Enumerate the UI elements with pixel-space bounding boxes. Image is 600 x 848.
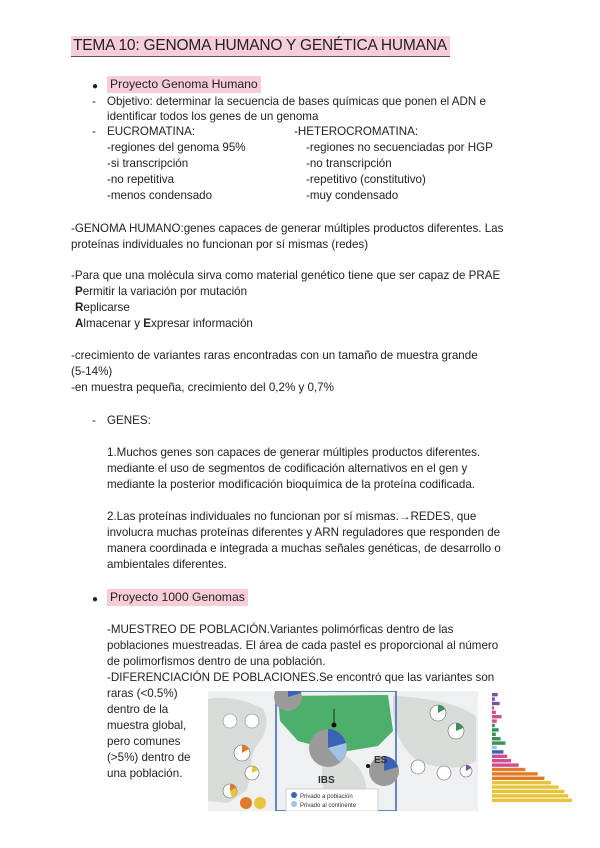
bar [492,719,497,722]
genes-p2-line: 2.Las proteínas individuales no funcionan por sí mismas.→REDES, que [107,510,477,523]
prae-p-line [75,284,247,301]
bar [492,715,502,718]
prae-a-rest: lmacenar y [83,317,144,330]
bar [492,711,496,714]
label-es: ES [374,755,388,766]
legend-text-1: Privado a población [300,794,353,800]
legend-swatch-lightblue [291,801,297,807]
bar [492,733,496,736]
prae-e-letter: E [143,317,152,330]
genes-p2-line: manera coordinada e integrada a muchas señales genéticas, de desarrollo o [107,542,501,555]
heterocromatina-title: -HETEROCROMATINA: [294,125,419,138]
bar [492,785,559,788]
prae-r-letter: R [75,301,84,314]
bar [492,706,494,709]
diferenciacion-wrap-line: pero comunes [107,735,181,748]
bar [492,781,551,784]
bar [492,777,544,780]
prae-p-letter: P [75,285,83,298]
genes-p1-line: mediante la posterior modificación bioquímica de la proteína codificada. [107,478,475,491]
prae-intro: -Para que una molécula sirva como material genético tiene que ser capaz de PRAE [71,269,501,282]
dash-icon: - [92,125,96,138]
bar [492,799,572,802]
muestreo-line: poblaciones muestreadas. El área de cada pastel es proporcional al número [107,639,499,652]
bullet-icon: ● [92,81,99,92]
objetivo-line-2: identificar todos los genes de un genoma [107,110,319,123]
diferenciacion-line-1: -DIFERENCIACIÓN DE POBLACIONES.Se encontró que las variantes son [107,671,495,684]
crecimiento-line-3: -en muestra pequeña, crecimiento del 0,2% y 0,7% [71,381,334,394]
bar [492,728,499,731]
genes-p1-line: mediante el uso de segmentos de codificación alternativos en el gen y [107,462,468,475]
hetero-item: -repetitivo (constitutivo) [306,173,426,186]
bar [492,737,501,740]
hetero-item: -muy condensado [306,189,399,202]
diferenciacion-wrap-line: muestra global, [107,719,187,732]
genes-p1-line: 1.Muchos genes son capaces de generar múltiples productos diferentes. [107,446,481,459]
hetero-item: -no transcripción [306,157,392,170]
genes-p2-line: ambientales diferentes. [107,558,227,571]
bar [492,750,503,753]
bar [492,763,519,766]
diferenciacion-wrap-line: (>5%) dentro de [107,751,191,764]
muestreo-line: -MUESTREO DE POBLACIÓN.Variantes polimórficas dentro de las [107,623,454,636]
bar [492,697,495,700]
population-map-svg [208,691,574,811]
eu-item: -no repetitiva [107,173,175,186]
genes-p2-line: involucra muchas proteínas diferentes y ARN reguladores que responden de [107,526,501,539]
bar [492,794,568,797]
population-figure [208,691,574,811]
eucromatina-title: EUCROMATINA: [107,125,196,138]
prae-r-rest: eplicarse [83,301,130,314]
bar [492,724,495,727]
prae-ae-line [75,316,253,333]
frequency-bar-chart [492,693,572,802]
page-title: TEMA 10: GENOMA HUMANO Y GENÉTICA HUMANA [71,36,450,57]
bar [492,790,564,793]
legend-swatch-blue [291,792,297,798]
prae-a-letter: A [75,317,84,330]
section-heading-1000-genomas: Proyecto 1000 Genomas [107,589,248,606]
bar [492,702,500,705]
diferenciacion-wrap-line: una población. [107,767,183,780]
bar [492,693,498,696]
hetero-item: -regiones no secuenciadas por HGP [306,141,493,154]
dash-icon: - [92,414,96,427]
dash-icon: - [92,95,96,108]
bar [492,746,497,749]
eu-item: -si transcripción [107,157,189,170]
section-heading-genoma-humano: Proyecto Genoma Humano [107,76,261,93]
diferenciacion-wrap-line: dentro de la [107,703,169,716]
bar [492,759,511,762]
diferenciacion-wrap-line: raras (<0.5%) [107,687,178,700]
crecimiento-line-2: (5-14%) [71,365,113,378]
genoma-humano-line-2: proteínas individuales no funcionan por sí mismas (redes) [71,238,369,251]
eu-item: -regiones del genoma 95% [107,141,246,154]
bar [492,741,505,744]
bar [492,768,525,771]
prae-p-rest: ermitir la variación por mutación [82,285,248,298]
genoma-humano-line-1: -GENOMA HUMANO:genes capaces de generar múltiples productos diferentes. Las [71,222,504,235]
objetivo-line-1: Objetivo: determinar la secuencia de bases químicas que ponen el ADN e [107,95,486,108]
legend-text-2: Privado al continente [300,803,357,809]
marker-dot [366,764,370,768]
bullet-icon: ● [92,594,99,605]
bar [492,772,538,775]
crecimiento-line-1: -crecimiento de variantes raras encontradas con un tamaño de muestra grande [71,349,478,362]
eu-item: -menos condensado [107,189,213,202]
bar [492,755,507,758]
genes-label: GENES: [107,414,151,427]
prae-e-rest: xpresar información [151,317,253,330]
muestreo-line: de polimorfismos dentro de una población. [107,655,326,668]
pie-large-ibs [309,729,347,767]
label-ibs: IBS [318,775,335,786]
prae-r-line [75,300,130,317]
